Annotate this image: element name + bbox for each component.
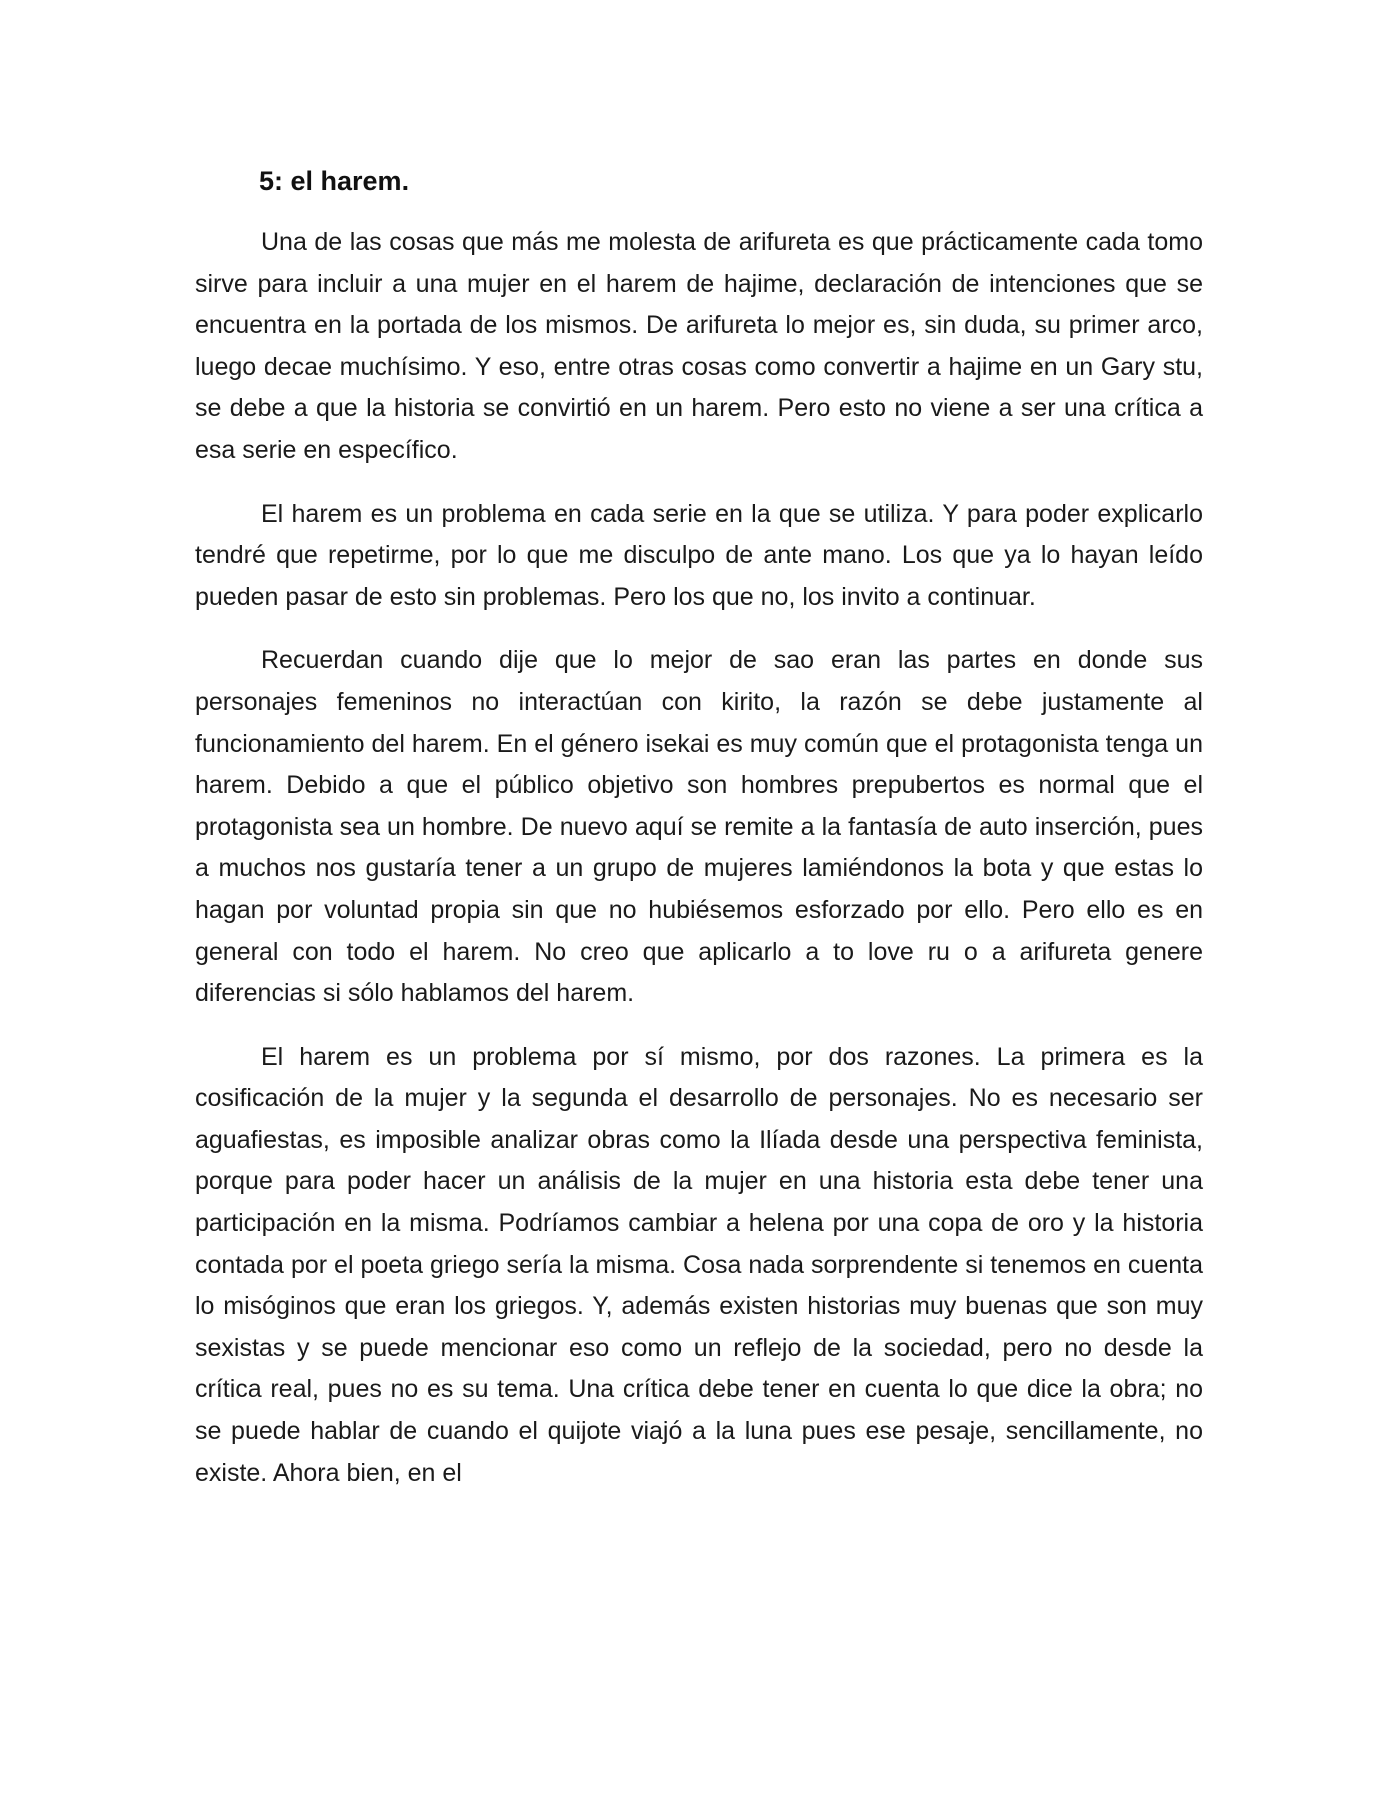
paragraph-4: El harem es un problema por sí mismo, por dos razones. La primera es la cosificación de la mujer y la segunda el desarrollo de personajes. No es necesario ser aguafiestas, es imposible analizar obras como la Ilíada desde una perspectiva feminista, porque para poder hacer un análisis de la mujer en una historia esta debe tener una participación en la misma. Podríamos cambiar a helena por una copa de oro y la historia contada por el poeta griego sería la misma. Cosa nada sorprendente si tenemos en cuenta lo misóginos que eran los griegos. Y, además existen historias muy buenas que son muy sexistas y se puede mencionar eso como un reflejo de la sociedad, pero no desde la crítica real, pues no es su tema. Una crítica debe tener en cuenta lo que dice la obra; no se puede hablar de cuando el quijote viajó a la luna pues ese pesaje, sencillamente, no existe. Ahora bien, en el — [195, 1042, 1203, 1487]
section-heading: 5: el harem. — [259, 166, 410, 196]
document-body — [195, 160, 1203, 1516]
paragraph-1: Una de las cosas que más me molesta de arifureta es que prácticamente cada tomo sirve para incluir a una mujer en el harem de hajime, declaración de intenciones que se encuentra en la portada de los mismos. De arifureta lo mejor es, sin duda, su primer arco, luego decae muchísimo. Y eso, entre otras cosas como convertir a hajime en un Gary stu, se debe a que la historia se convirtió en un harem. Pero esto no viene a ser una crítica a esa serie en específico. — [195, 228, 1203, 464]
paragraph-2: El harem es un problema en cada serie en la que se utiliza. Y para poder explicarlo tendré que repetirme, por lo que me disculpo de ante mano. Los que ya lo hayan leído pueden pasar de esto sin problemas. Pero los que no, los invito a continuar. — [195, 499, 1203, 611]
paragraph-3: Recuerdan cuando dije que lo mejor de sao eran las partes en donde sus personajes femeninos no interactúan con kirito, la razón se debe justamente al funcionamiento del harem. En el género isekai es muy común que el protagonista tenga un harem. Debido a que el público objetivo son hombres prepubertos es normal que el protagonista sea un hombre. De nuevo aquí se remite a la fantasía de auto inserción, pues a muchos nos gustaría tener a un grupo de mujeres lamiéndonos la bota y que estas lo hagan por voluntad propia sin que no hubiésemos esforzado por ello. Pero ello es en general con todo el harem. No creo que aplicarlo a to love ru o a arifureta genere diferencias si sólo hablamos del harem. — [195, 646, 1203, 1008]
